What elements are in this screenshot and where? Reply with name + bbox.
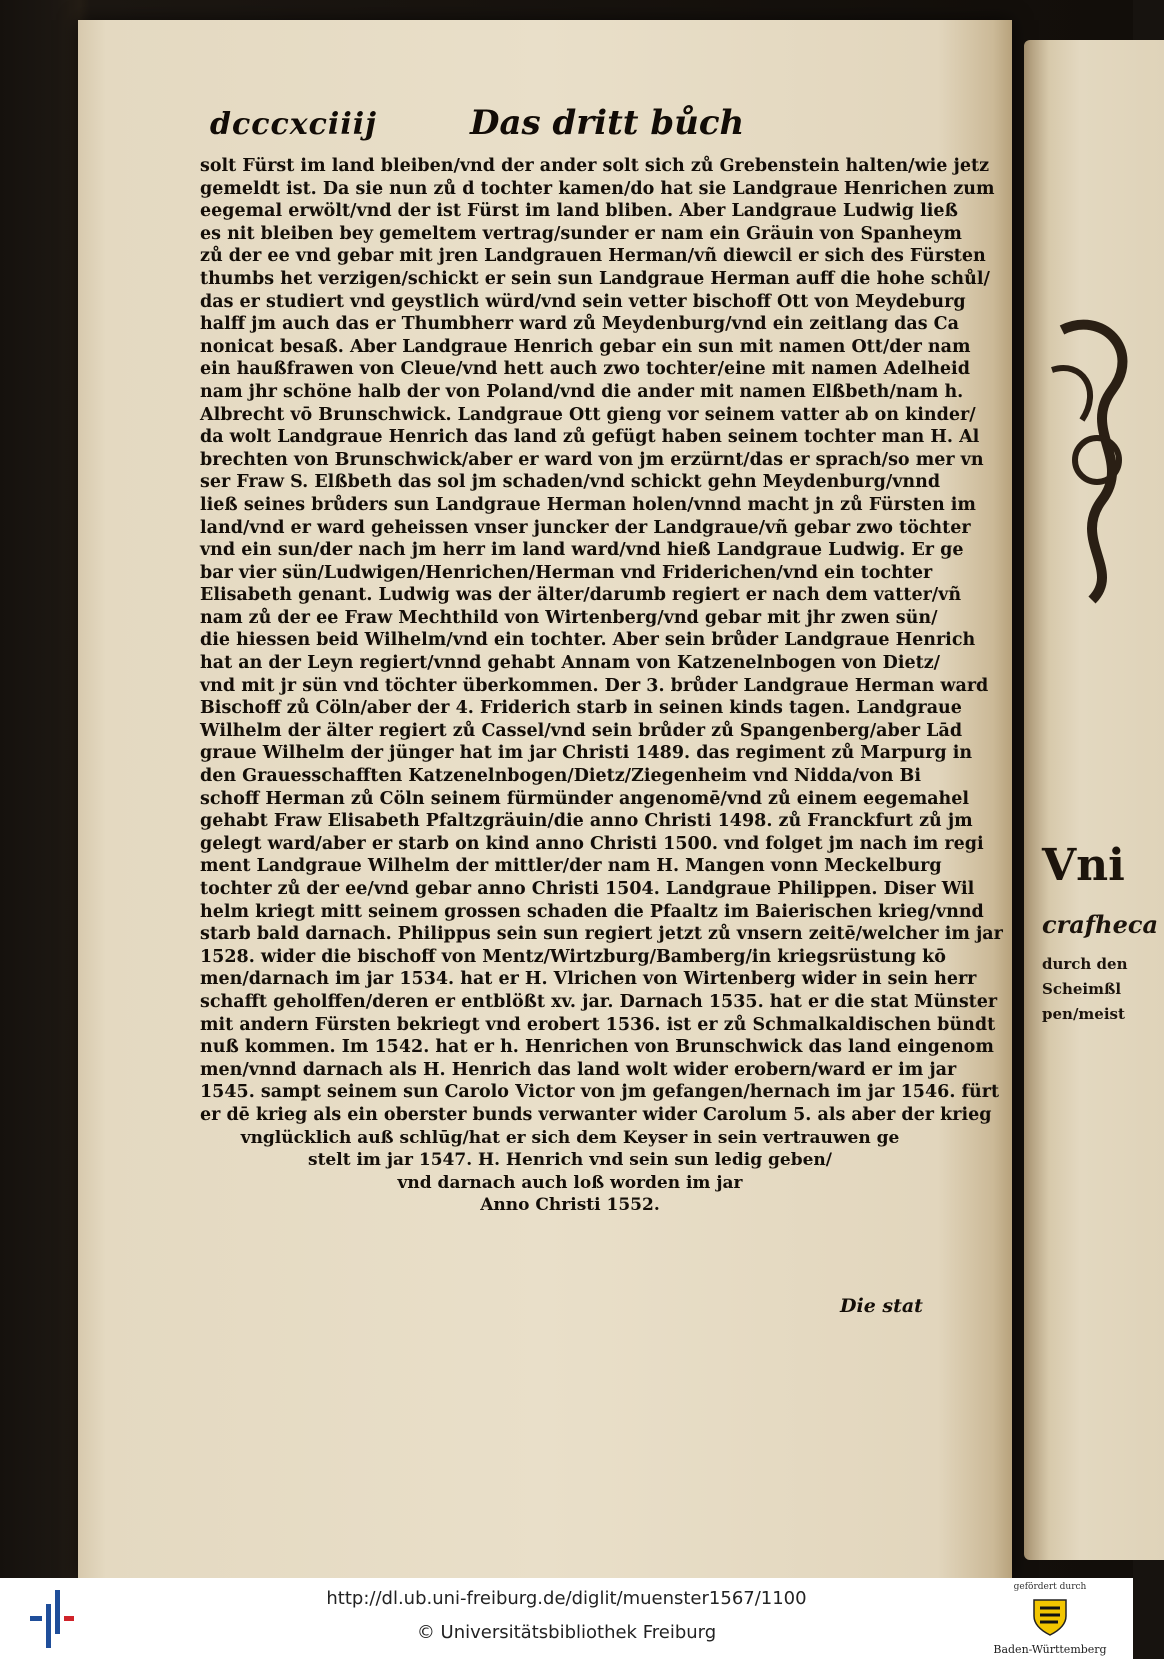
viewer-footer: [0, 1578, 1133, 1659]
permalink-url[interactable]: http://dl.ub.uni-freiburg.de/diglit/muenster1567/1100: [326, 1588, 807, 1609]
text-line: ment Landgraue Wilhelm der mittler/der nam H. Mangen vonn Meckelburg: [200, 856, 942, 877]
text-line: nam zů der ee Fraw Mechthild von Wirtenberg/vnd gebar mit jhr zwen sün/: [200, 607, 938, 628]
text-line: gelegt ward/aber er starb on kind anno Christi 1500. vnd folget jm nach im regi: [200, 833, 984, 854]
text-line: mit andern Fürsten bekriegt vnd erobert 1536. ist er zů Schmalkaldischen bündt: [200, 1014, 996, 1035]
facing-page: [1024, 40, 1164, 1560]
text-line: ein haußfrawen von Cleue/vnd hett auch zwo tochter/eine mit namen Adelheid: [200, 359, 970, 380]
facing-page-fragment: Vni: [1042, 840, 1125, 891]
copyright-notice: © Universitätsbibliothek Freiburg: [416, 1622, 717, 1643]
text-line: zů der ee vnd gebar mit jren Landgrauen Herman/vñ diewcil er sich des Fürsten: [200, 246, 986, 267]
text-line: nam jhr schöne halb der von Poland/vnd die ander mit namen Elßbeth/nam h.: [200, 381, 964, 402]
text-line: er dē krieg als ein oberster bunds verwanter wider Carolum 5. als aber der krieg: [200, 1104, 992, 1125]
text-line: ser Fraw S. Elßbeth das sol jm schaden/vnd schickt gehn Meydenburg/vnnd: [200, 472, 941, 493]
text-line: land/vnd er ward geheissen vnser juncker der Landgraue/vñ gebar zwo töchter: [200, 517, 971, 538]
text-line: nuß kommen. Im 1542. hat er h. Henrichen von Brunschwick das land eingenom: [200, 1037, 994, 1058]
text-line: gemeldt ist. Da sie nun zů d tochter kamen/do hat sie Landgraue Henrichen zum: [200, 178, 995, 199]
facing-page-fragment: crafheca: [1042, 910, 1159, 939]
body-text: [200, 155, 1003, 1217]
text-line: tochter zů der ee/vnd gebar anno Christi 1504. Landgraue Philippen. Diser Wil: [200, 879, 975, 899]
text-line: solt Fürst im land bleiben/vnd der ander solt sich zů Grebenstein halten/wie jetz: [200, 156, 990, 176]
woodcut-ornament: [1042, 310, 1152, 610]
closing-line: vnglücklich auß schlūg/hat er sich dem Keyser in sein vertrauwen ge: [240, 1127, 900, 1148]
text-line: helm kriegt mitt seinem grossen schaden die Pfaaltz im Baierischen krieg/vnnd: [200, 901, 984, 922]
text-line: es nit bleiben bey gemeltem vertrag/sunder er nam ein Gräuin von Spanheym: [200, 223, 962, 244]
text-line: ließ seines brůders sun Landgraue Herman holen/vnnd macht jn zů Fürsten im: [200, 494, 976, 515]
text-line: starb bald darnach. Philippus sein sun regiert jetzt zů vnsern zeitē/welcher im jar: [200, 924, 1003, 945]
text-line: eegemal erwölt/vnd der ist Fürst im land bliben. Aber Landgraue Ludwig ließ: [200, 201, 958, 222]
text-line: Bischoff zů Cöln/aber der 4. Friderich starb in seinen kinds tagen. Landgraue: [200, 698, 962, 719]
text-line: vnd ein sun/der nach jm herr im land ward/vnd hieß Landgraue Ludwig. Er ge: [200, 540, 964, 561]
text-line: den Grauesschafften Katzenelnbogen/Dietz/Ziegenheim vnd Nidda/von Bi: [200, 766, 921, 787]
text-line: halff jm auch das er Thumbherr ward zů Meydenburg/vnd ein zeitlang das Ca: [200, 314, 959, 335]
text-line: das er studiert vnd geystlich würd/vnd sein vetter bischoff Ott von Meydeburg: [200, 291, 966, 312]
facing-page-fragment: durch den: [1042, 955, 1128, 973]
catchword: Die stat: [840, 1295, 923, 1317]
text-line: vnd mit jr sün vnd töchter überkommen. Der 3. brůder Landgraue Herman ward: [200, 675, 989, 696]
facing-page-fragment: Scheimßl: [1042, 980, 1122, 998]
text-line: gehabt Fraw Elisabeth Pfaltzgräuin/die anno Christi 1498. zů Franckfurt zů jm: [200, 811, 973, 832]
sponsor-region: Baden-Württemberg: [993, 1643, 1107, 1656]
text-line: Elisabeth genant. Ludwig was der älter/darumb regiert er nach dem vatter/vñ: [200, 585, 962, 606]
closing-line: vnd darnach auch loß worden im jar: [397, 1172, 743, 1193]
text-line: graue Wilhelm der jünger hat im jar Christi 1489. das regiment zů Marpurg in: [200, 743, 973, 764]
text-line: Albrecht vō Brunschwick. Landgraue Ott gieng vor seinem vatter ab on kinder/: [200, 404, 976, 425]
running-title: Das dritt bůch: [470, 103, 745, 143]
text-line: da wolt Landgraue Henrich das land zů gefügt haben seinem tochter man H. Al: [200, 427, 980, 448]
text-line: nonicat besaß. Aber Landgraue Henrich gebar ein sun mit namen Ott/der nam: [200, 336, 971, 357]
text-line: bar vier sün/Ludwigen/Henrichen/Herman vnd Friderichen/vnd ein tochter: [200, 562, 933, 583]
text-line: men/darnach im jar 1534. hat er H. Vlrichen von Wirtenberg wider in sein herr: [200, 969, 977, 990]
closing-line: stelt im jar 1547. H. Henrich vnd sein sun ledig geben/: [308, 1150, 832, 1171]
page-header: [210, 103, 950, 143]
text-line: Wilhelm der älter regiert zů Cassel/vnd sein brůder zů Spangenberg/aber Lād: [200, 720, 963, 741]
closing-line: Anno Christi 1552.: [480, 1195, 660, 1216]
sponsor-note: gefördert durch: [1013, 1582, 1087, 1592]
text-line: brechten von Brunschwick/aber er ward von jm erzürnt/das er sprach/so mer vn: [200, 449, 984, 470]
text-line: schoff Herman zů Cöln seinem fürmünder angenomē/vnd zů einem eegemahel: [200, 788, 970, 809]
text-line: die hiessen beid Wilhelm/vnd ein tochter. Aber sein brůder Landgraue Henrich: [200, 630, 976, 651]
text-line: men/vnnd darnach als H. Henrich das land wolt wider erobern/ward er im jar: [200, 1059, 957, 1080]
text-line: hat an der Leyn regiert/vnnd gehabt Annam von Katzenelnbogen von Dietz/: [200, 653, 941, 674]
folio-number: dcccxciiij: [210, 107, 377, 142]
text-line: 1528. wider die bischoff von Mentz/Wirtzburg/Bamberg/in kriegsrüstung kō: [200, 946, 946, 967]
text-line: schafft geholffen/deren er entblößt xv. jar. Darnach 1535. hat er die stat Münster: [200, 991, 998, 1012]
text-line: 1545. sampt seinem sun Carolo Victor von jm gefangen/hernach im jar 1546. fürt: [200, 1082, 1000, 1103]
coat-of-arms-icon: [1032, 1596, 1068, 1636]
sponsor-badge: [975, 1580, 1125, 1658]
text-line: thumbs het verzigen/schickt er sein sun Landgraue Herman auff die hohe schůl/: [200, 268, 990, 289]
facing-page-fragment: pen/meist: [1042, 1005, 1125, 1023]
